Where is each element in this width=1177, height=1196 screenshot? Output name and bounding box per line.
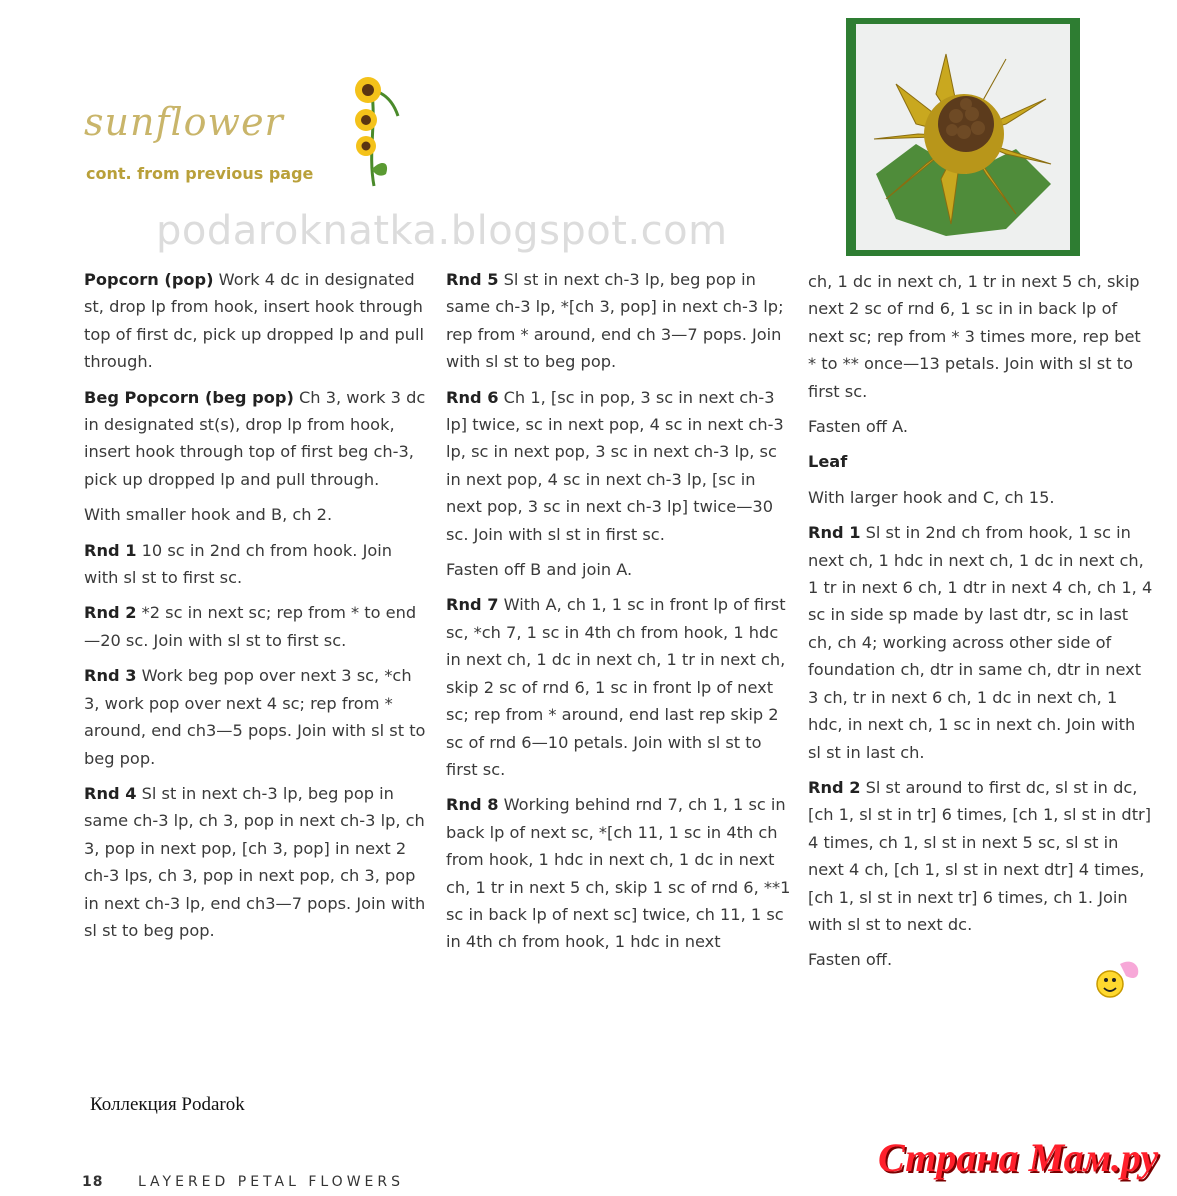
instruction-paragraph: Fasten off B and join A. (446, 560, 633, 580)
watermark: podaroknatka.blogspot.com (156, 208, 728, 254)
instruction-paragraph: Beg Popcorn (beg pop) Ch 3, work 3 dc in designated st(s), drop lp from hook, insert hook through top of first beg ch-3, pick up dropped lp and pull through. (84, 387, 426, 489)
page-footer (82, 1174, 404, 1190)
instruction-paragraph: Rnd 2 Sl st around to first dc, sl st in dc, [ch 1, sl st in tr] 6 times, [ch 1, sl st in dtr] 4 times, ch 1, sl st in next 5 sc, sl st in next 4 ch, [ch 1, sl st in next dtr] 4 times, [ch 1, sl st in next tr] 6 times, ch 1. Join with sl st to next dc. (808, 777, 1152, 934)
page-subtitle: cont. from previous page (86, 164, 314, 183)
instruction-paragraph: Fasten off A. (808, 417, 909, 437)
instruction-paragraph: With larger hook and C, ch 15. (808, 487, 1055, 507)
collection-caption: Коллекция Podarok (90, 1094, 245, 1115)
instruction-paragraph: Fasten off. (808, 950, 893, 970)
instruction-paragraph: Popcorn (pop) Work 4 dc in designated st, drop lp from hook, insert hook through top of first dc, pick up dropped lp and pull through. (84, 270, 424, 372)
instruction-paragraph: Rnd 2 *2 sc in next sc; rep from * to end—20 sc. Join with sl st to first sc. (84, 603, 417, 650)
instruction-paragraph: Rnd 4 Sl st in next ch-3 lp, beg pop in same ch-3 lp, ch 3, pop in next ch-3 lp, ch 3, pop in next pop, [ch 3, pop] in next 2 ch-3 lps, ch 3, pop in next pop, ch 3, pop in next ch-3 lp, end ch3—7 pops. Join with sl st to beg pop. (84, 783, 426, 940)
instruction-paragraph: Rnd 7 With A, ch 1, 1 sc in front lp of first sc, *ch 7, 1 sc in 4th ch from hook, 1 hdc in next ch, 1 dc in next ch, 1 tr in next ch, skip 2 sc of rnd 6, 1 sc in front lp of next sc; rep from * around, end last rep skip 2 sc of rnd 6—10 petals. Join with sl st to first sc. (446, 595, 786, 779)
site-logo: Страна Мам.ру (878, 1135, 1159, 1180)
instruction-paragraph: Rnd 8 Working behind rnd 7, ch 1, 1 sc in back lp of next sc, *[ch 11, 1 sc in 4th ch from hook, 1 hdc in next ch, 1 dc in next ch, 1 tr in next 5 ch, skip 1 sc of rnd 6, **1 sc in back lp of next sc] twice, ch 11, 1 sc in 4th ch from hook, 1 hdc in next (446, 795, 791, 952)
section-title: LAYERED PETAL FLOWERS (137, 1174, 405, 1190)
smiley-icon (1094, 958, 1142, 1000)
instructions-column-1 (84, 266, 429, 952)
leaf-heading: Leaf (808, 452, 848, 472)
instruction-paragraph: Rnd 6 Ch 1, [sc in pop, 3 sc in next ch-3 lp] twice, sc in next pop, 4 sc in next ch-3 lp, sc in next pop, 3 sc in next ch-3 lp, sc in next pop, 4 sc in next ch-3 lp, [sc in next pop, 3 sc in next ch-3 lp] twice—30 sc. Join with sl st in first sc. (446, 387, 784, 544)
instructions-column-3 (808, 268, 1153, 982)
sunflower-photo (846, 18, 1080, 256)
instruction-paragraph: Rnd 1 10 sc in 2nd ch from hook. Join with sl st to first sc. (84, 540, 393, 588)
instruction-paragraph: Rnd 5 Sl st in next ch-3 lp, beg pop in same ch-3 lp, *[ch 3, pop] in next ch-3 lp; rep from * around, end ch 3—7 pops. Join with sl st to beg pop. (446, 270, 784, 372)
instruction-paragraph: Rnd 1 Sl st in 2nd ch from hook, 1 sc in next ch, 1 hdc in next ch, 1 dc in next ch, 1 tr in next 6 ch, 1 dtr in next 4 ch, ch 1, 4 sc in side sp made by last dtr, sc in last ch, ch 4; working across other side of foundation ch, dtr in same ch, dtr in next 3 ch, tr in next 6 ch, 1 dc in next ch, 1 hdc, in next ch, 1 sc in next ch. Join with sl st in last ch. (808, 523, 1153, 762)
sunflower-illustration (342, 74, 402, 188)
instructions-column-2 (446, 266, 791, 964)
instruction-paragraph: ch, 1 dc in next ch, 1 tr in next 5 ch, skip next 2 sc of rnd 6, 1 sc in in back lp of next sc; rep from * 3 times more, rep bet * to ** once—13 petals. Join with sl st to first sc. (808, 272, 1141, 401)
page-number: 18 (82, 1174, 104, 1190)
page-title: sunflower (84, 100, 284, 144)
instruction-paragraph: Rnd 3 Work beg pop over next 3 sc, *ch 3, work pop over next 4 sc; rep from * around, end ch3—5 pops. Join with sl st to beg pop. (84, 666, 426, 768)
instruction-paragraph: With smaller hook and B, ch 2. (84, 505, 333, 525)
